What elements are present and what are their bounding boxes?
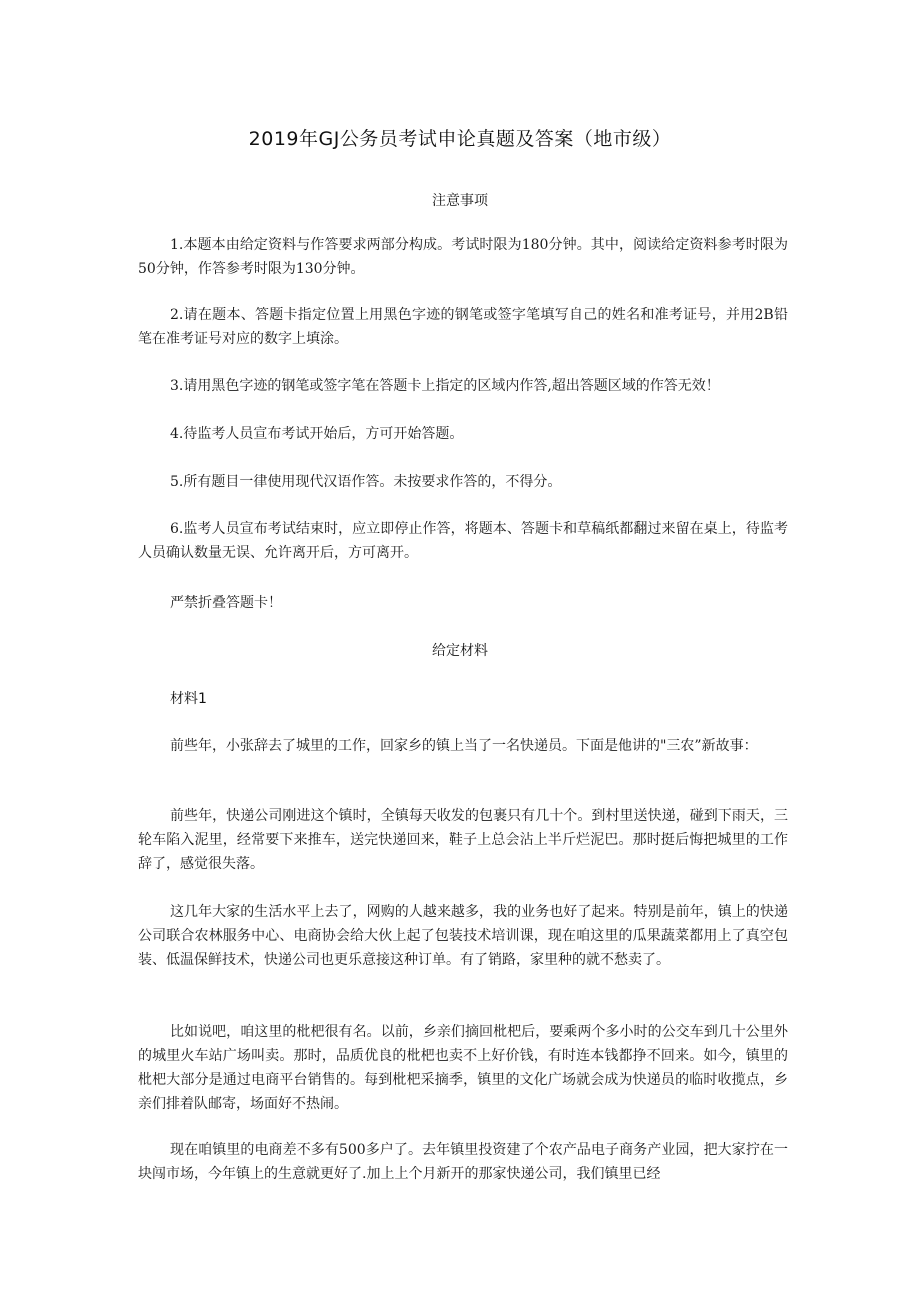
- notice-item-1: 1.本题本由给定资料与作答要求两部分构成。考试时限为180分钟。其中，阅读给定资料参考时限为50分钟，作答参考时限为130分钟。: [138, 237, 788, 277]
- notice-item-6: 6.监考人员宣布考试结束时，应立即停止作答，将题本、答题卡和草稿纸都翻过来留在桌上，待监考人员确认数量无误、允许离开后，方可离开。: [138, 521, 788, 561]
- material-paragraph-4: 比如说吧，咱这里的枇杷很有名。以前，乡亲们摘回枇杷后，要乘两个多小时的公交车到几十公里外的城里火车站广场叫卖。那时，品质优良的枇杷也卖不上好价钱，有时连本钱都挣不回来。如今，镇里的枇杷大部分是通过电商平台销售的。每到枇杷采摘季，镇里的文化广场就会成为快递员的临时收揽点，乡亲们排着队邮寄，场面好不热闹。: [138, 1024, 788, 1112]
- notice-warning: 严禁折叠答题卡！: [170, 595, 282, 611]
- notice-item-2: 2.请在题本、答题卡指定位置上用黑色字迹的钢笔或签字笔填写自己的姓名和准考证号，并用2B铅笔在准考证号对应的数字上填涂。: [138, 307, 788, 347]
- notice-heading: 注意事项: [432, 193, 488, 209]
- material-paragraph-2: 前些年，快递公司刚进这个镇时，全镇每天收发的包裹只有几十个。到村里送快递，碰到下雨天，三轮车陷入泥里，经常要下来推车，送完快递回来，鞋子上总会沾上半斤烂泥巴。那时挺后悔把城里的工作辞了，感觉很失落。: [138, 808, 788, 872]
- document-title: 2019年GJ公务员考试申论真题及答案（地市级）: [248, 128, 672, 150]
- notice-item-5: 5.所有题目一律使用现代汉语作答。未按要求作答的，不得分。: [170, 474, 562, 490]
- material-paragraph-3: 这几年大家的生活水平上去了，网购的人越来越多，我的业务也好了起来。特别是前年，镇上的快递公司联合农林服务中心、电商协会给大伙上起了包装技术培训课，现在咱这里的瓜果蔬菜都用上了真空包装、低温保鲜技术，快递公司也更乐意接这种订单。有了销路，家里种的就不愁卖了。: [138, 904, 788, 968]
- materials-heading: 给定材料: [432, 643, 488, 659]
- material-label: 材料1: [170, 691, 207, 707]
- notice-item-4: 4.待监考人员宣布考试开始后，方可开始答题。: [170, 426, 464, 442]
- material-paragraph-5: 现在咱镇里的电商差不多有500多户了。去年镇里投资建了个农产品电子商务产业园，把大家拧在一块闯市场，今年镇上的生意就更好了.加上上个月新开的那家快递公司，我们镇里已经: [138, 1142, 788, 1182]
- notice-item-3: 3.请用黑色字迹的钢笔或签字笔在答题卡上指定的区域内作答,超出答题区域的作答无效！: [170, 378, 720, 394]
- material-paragraph-1: 前些年，小张辞去了城里的工作，回家乡的镇上当了一名快递员。下面是他讲的"三农”新故事：: [170, 738, 758, 754]
